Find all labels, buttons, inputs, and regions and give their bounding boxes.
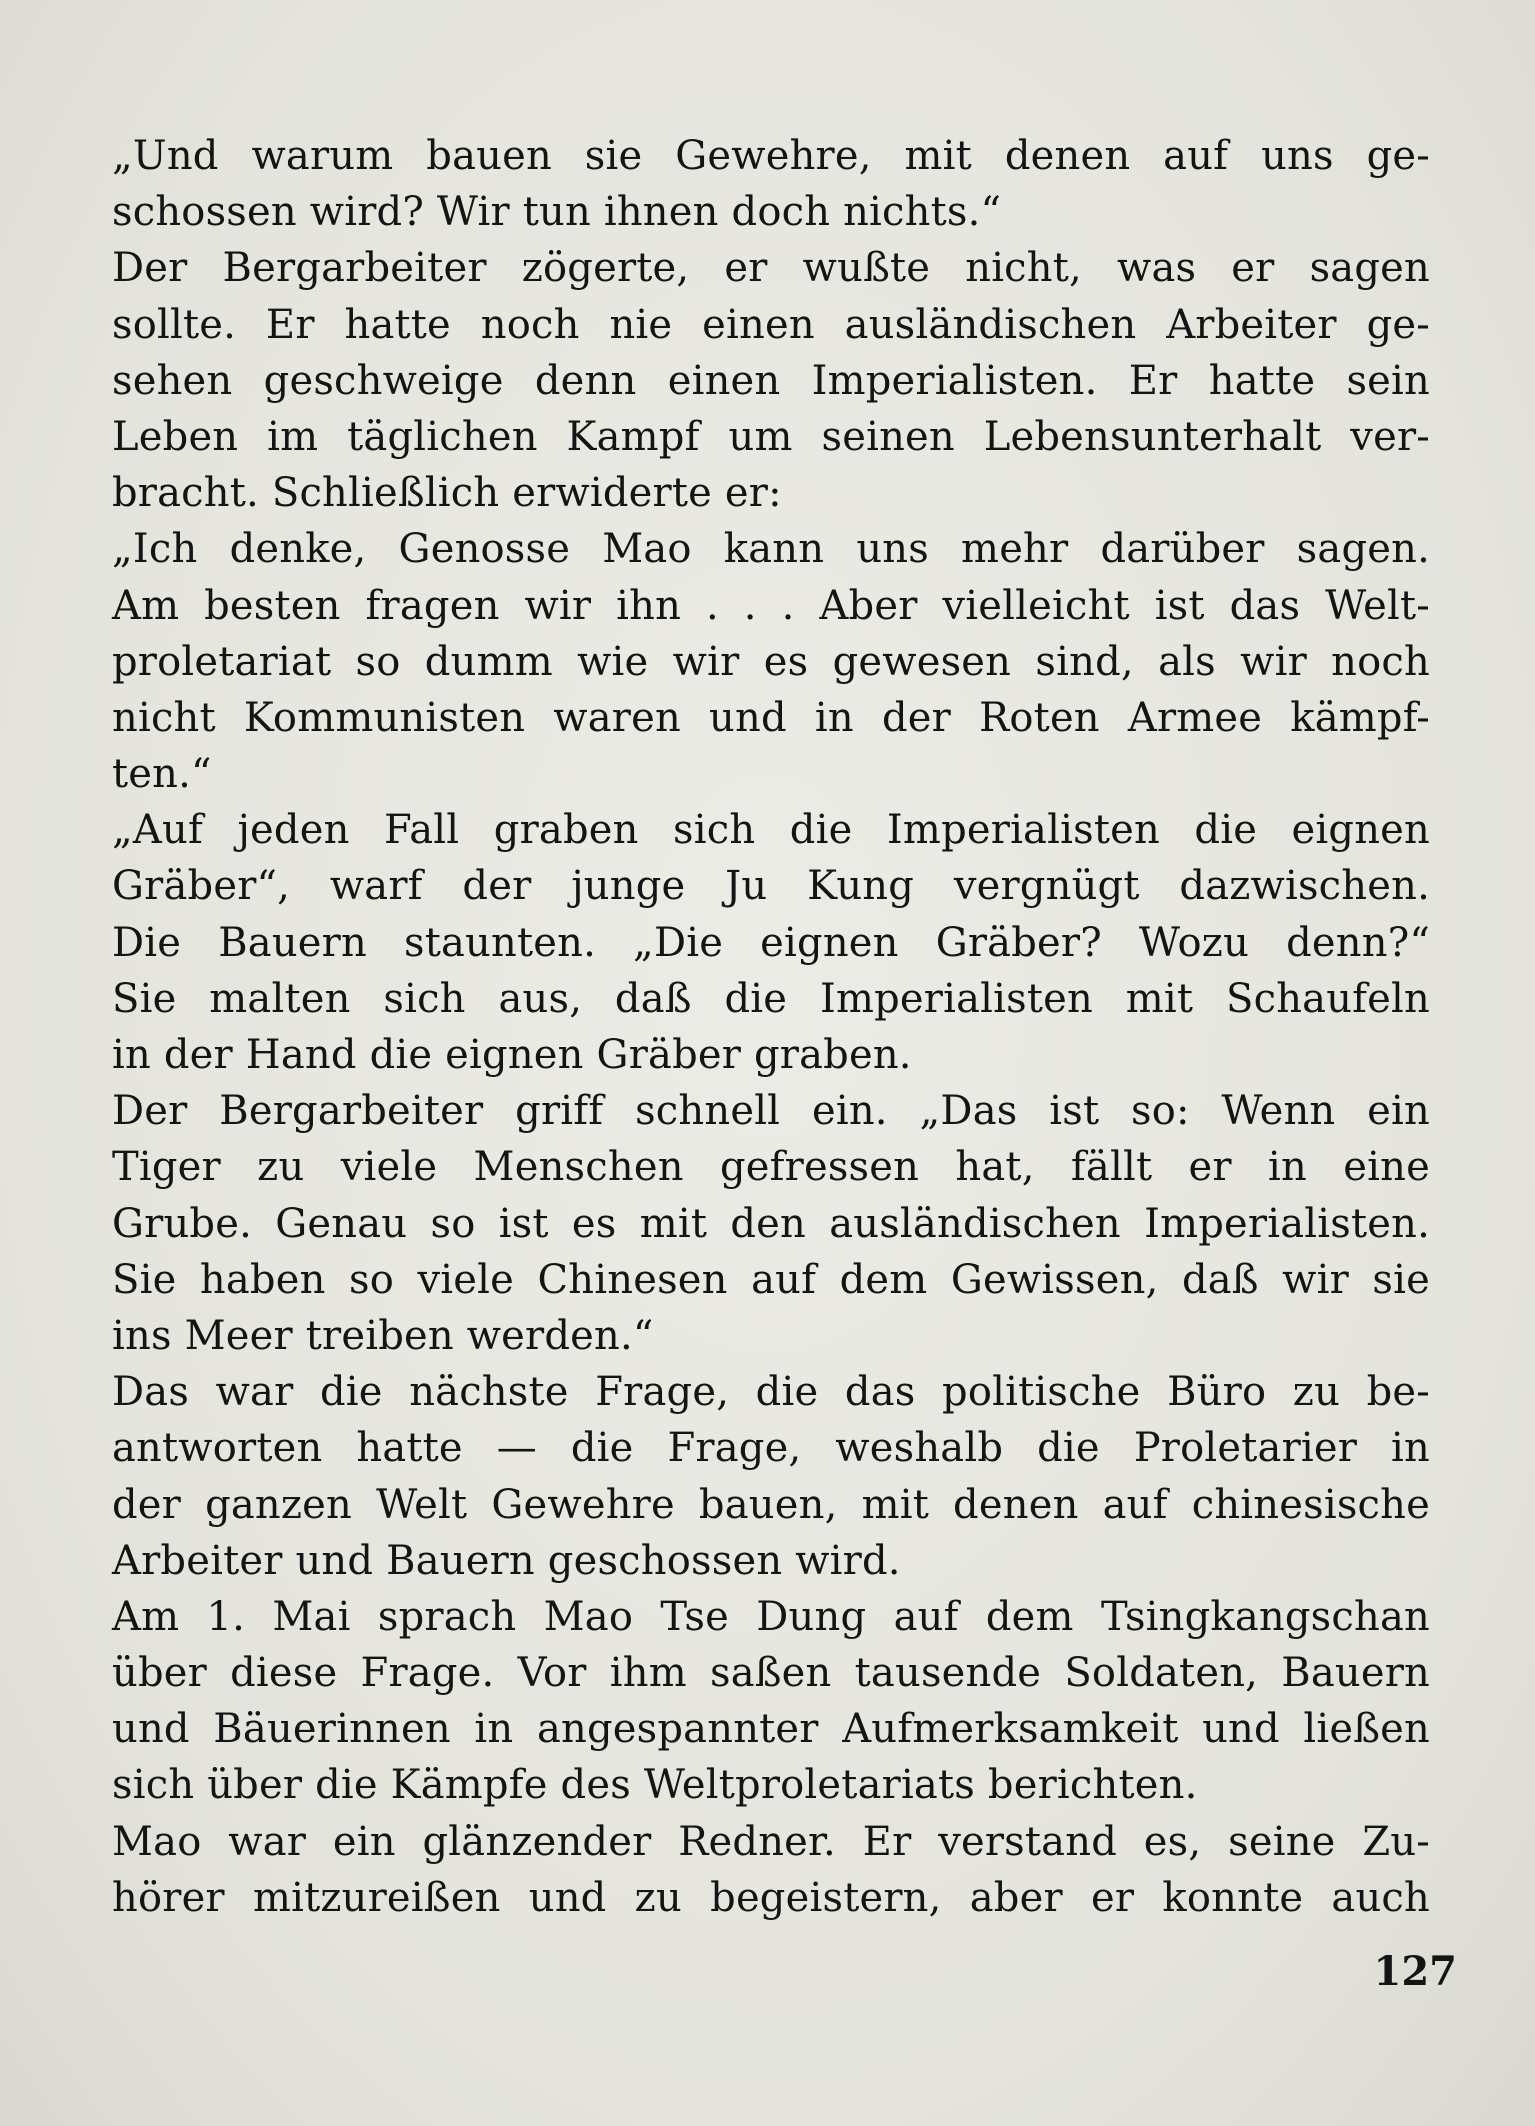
text-line: antworten hatte — die Frage, weshalb die Proletarier in: [112, 1425, 1430, 1472]
text-line: „Ich denke, Genosse Mao kann uns mehr darüber sagen.: [112, 526, 1430, 573]
text-line: sollte. Er hatte noch nie einen ausländischen Arbeiter ge-: [112, 301, 1430, 348]
text-line: Mao war ein glänzender Redner. Er verstand es, seine Zu-: [112, 1818, 1430, 1865]
page-number: 127: [1373, 1948, 1457, 1995]
text-line: Der Bergarbeiter zögerte, er wußte nicht, was er sagen: [112, 245, 1430, 292]
text-line: Am besten fragen wir ihn . . . Aber vielleicht ist das Welt-: [112, 582, 1430, 629]
text-line: Leben im täglichen Kampf um seinen Lebensunterhalt ver-: [112, 413, 1430, 460]
text-line: „Und warum bauen sie Gewehre, mit denen auf uns ge-: [112, 133, 1430, 179]
text-line: „Auf jeden Fall graben sich die Imperialisten die eignen: [112, 807, 1430, 854]
body-text: [112, 128, 1430, 1926]
text-line: über diese Frage. Vor ihm saßen tausende Soldaten, Bauern: [112, 1650, 1430, 1697]
text-line: und Bäuerinnen in angespannter Aufmerksamkeit und ließen: [112, 1706, 1430, 1753]
text-line: Grube. Genau so ist es mit den ausländischen Imperialisten.: [112, 1200, 1430, 1247]
text-line: nicht Kommunisten waren und in der Roten Armee kämpf-: [112, 694, 1430, 741]
text-line: Tiger zu viele Menschen gefressen hat, fällt er in eine: [112, 1144, 1430, 1191]
text-line: Am 1. Mai sprach Mao Tse Dung auf dem Tsingkangschan: [112, 1593, 1430, 1640]
text-line: Sie malten sich aus, daß die Imperialisten mit Schaufeln: [112, 975, 1430, 1022]
text-line: der ganzen Welt Gewehre bauen, mit denen auf chinesische: [112, 1481, 1430, 1528]
text-line: hörer mitzureißen und zu begeistern, aber er konnte auch: [112, 1874, 1430, 1921]
text-line: Gräber“, warf der junge Ju Kung vergnügt dazwischen.: [112, 863, 1430, 910]
text-line: Arbeiter und Bauern geschossen wird.: [112, 1537, 901, 1584]
text-line: sehen geschweige denn einen Imperialisten. Er hatte sein: [112, 357, 1430, 404]
text-line: Der Bergarbeiter griff schnell ein. „Das ist so: Wenn ein: [112, 1088, 1430, 1135]
text-line: Die Bauern staunten. „Die eignen Gräber? Wozu denn?“: [112, 919, 1430, 966]
text-line: Das war die nächste Frage, die das politische Büro zu be-: [112, 1369, 1430, 1416]
text-line: ins Meer treiben werden.“: [112, 1312, 654, 1359]
text-line: in der Hand die eignen Gräber graben.: [112, 1032, 912, 1078]
text-line: ten.“: [112, 751, 212, 798]
text-line: Sie haben so viele Chinesen auf dem Gewissen, daß wir sie: [112, 1256, 1430, 1303]
text-line: proletariat so dumm wie wir es gewesen sind, als wir noch: [112, 638, 1430, 685]
text-line: schossen wird? Wir tun ihnen doch nichts.“: [112, 189, 1002, 236]
text-line: bracht. Schließlich erwiderte er:: [112, 470, 782, 517]
text-line: sich über die Kämpfe des Weltproletariats berichten.: [112, 1762, 1198, 1809]
